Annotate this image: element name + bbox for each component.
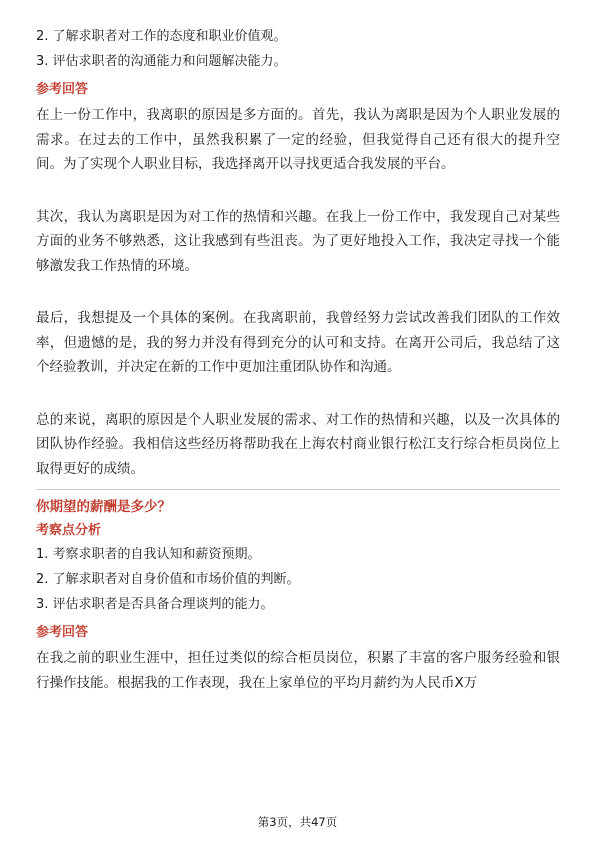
page-content [36,26,560,703]
analysis-point-2: 2. 了解求职者对工作的态度和职业价值观。 [36,29,287,44]
answer-heading: 参考回答 [36,82,89,97]
analysis-point-3: 3. 评估求职者的沟通能力和问题解决能力。 [36,54,287,69]
answer-paragraph-1: 在上一份工作中，我离职的原因是多方面的。首先，我认为离职是因为个人职业发展的需求。在过去的工作中，虽然我积累了一定的经验，但我觉得自己还有很大的提升空间。为了实现个人职业目标，我选择离开以寻找更适合我发展的平台。 [36,107,560,172]
page-number: 第3页，共47页 [257,815,338,829]
analysis-point-3b: 3. 评估求职者是否具备合理谈判的能力。 [36,597,274,612]
answer-paragraph-salary: 在我之前的职业生涯中，担任过类似的综合柜员岗位，积累了丰富的客户服务经验和银行操作技能。根据我的工作表现，我在上家单位的平均月薪约为人民币X万 [36,650,560,691]
analysis-heading: 考察点分析 [36,523,102,538]
answer-paragraph-3: 最后，我想提及一个具体的案例。在我离职前，我曾经努力尝试改善我们团队的工作效率，但遗憾的是，我的努力并没有得到充分的认可和支持。在离开公司后，我总结了这个经验教训，并决定在新的工作中更加注重团队协作和沟通。 [36,310,560,375]
analysis-point-1: 1. 考察求职者的自我认知和薪资预期。 [36,547,261,562]
section-divider [36,489,560,490]
answer-heading-2: 参考回答 [36,625,89,640]
question-heading: 你期望的薪酬是多少？ [36,499,171,515]
answer-paragraph-4: 总的来说，离职的原因是个人职业发展的需求、对工作的热情和兴趣，以及一次具体的团队协作经验。我相信这些经历将帮助我在上海农村商业银行松江支行综合柜员岗位上取得更好的成绩。 [36,411,560,477]
answer-paragraph-2: 其次，我认为离职是因为对工作的热情和兴趣。在我上一份工作中，我发现自己对某些方面的业务不够熟悉，这让我感到有些沮丧。为了更好地投入工作，我决定寻找一个能够激发我工作热情的环境。 [36,208,560,274]
analysis-point-2b: 2. 了解求职者对自身价值和市场价值的判断。 [36,572,300,587]
